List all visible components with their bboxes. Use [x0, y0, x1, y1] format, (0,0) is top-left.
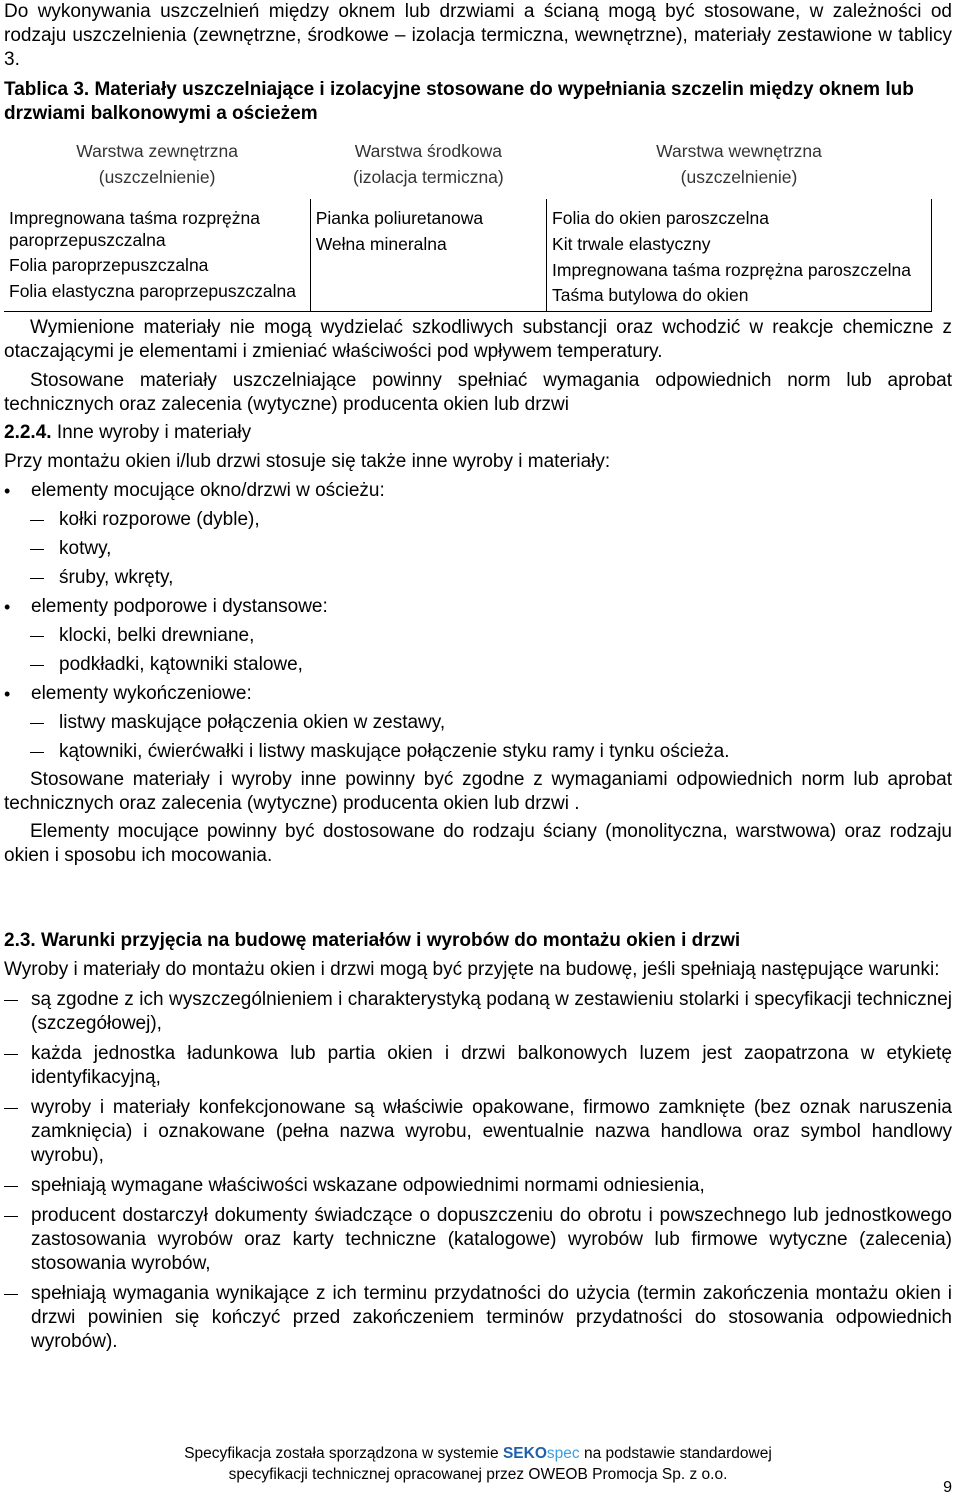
list-item [4, 595, 952, 619]
section-224-lead: Przy montażu okien i/lub drzwi stosuje się także inne wyroby i materiały: [4, 451, 611, 472]
list-item: kołki rozporowe (dyble), [4, 508, 952, 532]
paragraph-standards: Stosowane materiały uszczelniające powinny spełniać wymagania odpowiednich norm lub aprobat technicznych oraz zalecenia (wytyczne) producenta okien lub drzwi [4, 370, 952, 415]
list-item: kotwy, [4, 537, 952, 561]
intro-paragraph: Do wykonywania uszczelnień między oknem lub drzwiami a ścianą mogą być stosowane, w zależności od rodzaju uszczelnienia (zewnętrzne, środkowe – izolacja termiczna, wewnętrzne), materiały zestawione w tablicy 3. [4, 1, 952, 70]
cell-inner-materials [547, 199, 932, 312]
page-number: 9 [943, 1479, 952, 1496]
header-cell-middle [310, 134, 546, 199]
brand-logo-part: SEKO [502, 1445, 547, 1462]
table-cell-text: Taśma butylowa do okien [552, 285, 749, 305]
table-cell-text: Impregnowana taśma rozprężna paroprzepuszczalna [9, 208, 260, 250]
table-cell-text: Folia elastyczna paroprzepuszczalna [9, 281, 296, 301]
other-materials-list [4, 595, 952, 619]
materials-table [4, 134, 932, 312]
section-23-lead: Wyroby i materiały do montażu okien i drzwi mogą być przyjęte na budowę, jeśli spełniają następujące warunki: [4, 959, 940, 980]
list-item: każda jednostka ładunkowa lub partia okien i drzwi balkonowych luzem jest zaopatrzona w etykietę identyfikacyjną, [4, 1042, 952, 1090]
acceptance-conditions-list [4, 988, 952, 1354]
table-cell-text: Folia do okien paroszczelna [552, 208, 769, 228]
footer-text: Specyfikacja została sporządzona w systemie [184, 1445, 503, 1462]
sub-list [4, 624, 952, 677]
list-item: śruby, wkręty, [4, 566, 952, 590]
paragraph-fixings: Elementy mocujące powinny być dostosowane do rodzaju ściany (monolityczna, warstwowa) oraz rodzaju okien i sposobu ich mocowania. [4, 821, 952, 866]
cell-middle-materials [310, 199, 546, 312]
list-item: klocki, belki drewniane, [4, 624, 952, 648]
list-item-label: elementy wykończeniowe: [31, 683, 252, 704]
header-text: (izolacja termiczna) [353, 167, 504, 187]
list-item: spełniają wymagane właściwości wskazane odpowiednimi normami odniesienia, [4, 1174, 952, 1198]
footer-line-2: specyfikacji technicznej opracowanej przez OWEOB Promocja Sp. z o.o. [228, 1466, 728, 1483]
list-item: spełniają wymagania wynikające z ich terminu przydatności do użycia (termin zakończenia montażu okien i drzwi powinien się kończyć przed zakończeniem terminów przydatności do stosowania odpowiednich wyrobów). [4, 1282, 952, 1354]
table-cell-text: Kit trwale elastyczny [552, 234, 711, 254]
list-item: producent dostarczył dokumenty świadczące o dopuszczeniu do obrotu i powszechnego lub jednostkowego zastosowania wyrobów oraz karty techniczne (katalogowe) wyrobów lub firmowe wytyczne (zalecenia) stosowania wyrobów, [4, 1204, 952, 1276]
header-text: Warstwa wewnętrzna [656, 141, 822, 161]
table-cell-text: Impregnowana taśma rozprężna paroszczelna [552, 260, 911, 280]
table-header-row [4, 134, 932, 199]
table-cell-text: Folia paroprzepuszczalna [9, 255, 209, 275]
cell-outer-materials [4, 199, 310, 312]
header-text: Warstwa zewnętrzna [76, 141, 238, 161]
list-item: są zgodne z ich wyszczególnieniem i charakterystyką podaną w zestawieniu stolarki i specyfikacji technicznej (szczegółowej), [4, 988, 952, 1036]
header-text: (uszczelnienie) [98, 167, 216, 187]
header-cell-outer [4, 134, 310, 199]
section-224-heading [4, 421, 952, 445]
header-text: Warstwa środkowa [354, 141, 502, 161]
page-footer [4, 1443, 952, 1485]
table-caption [4, 78, 952, 126]
footer-line-1 [4, 1443, 952, 1464]
header-text: (uszczelnienie) [680, 167, 798, 187]
table-caption-text: Materiały uszczelniające i izolacyjne stosowane do wypełniania szczelin między oknem lub drzwiami balkonowymi a ościeżem [4, 79, 914, 124]
other-materials-list [4, 479, 952, 503]
list-item-label: elementy podporowe i dystansowe: [31, 596, 328, 617]
brand-logo-part: spec [546, 1445, 580, 1462]
list-item: listwy maskujące połączenia okien w zestawy, [4, 711, 952, 735]
list-item [4, 682, 952, 706]
list-item: kątowniki, ćwierćwałki i listwy maskujące połączenie styku ramy i tynku ościeża. [4, 740, 952, 764]
table-cell-text: Pianka poliuretanowa [315, 208, 484, 228]
section-23-heading: 2.3. Warunki przyjęcia na budowę materiałów i wyrobów do montażu okien i drzwi [4, 930, 741, 951]
brand-logo [503, 1445, 580, 1462]
table-label: Tablica 3. [4, 79, 90, 100]
list-item: wyroby i materiały konfekcjonowane są właściwie opakowane, firmowo zamknięte (bez oznak naruszenia zamknięcia) i oznakowane (pełna nazwa wyrobu, ewentualnie nazwa handlowa oraz symbol handlowy wyrobu), [4, 1096, 952, 1168]
header-cell-inner [547, 134, 932, 199]
sub-list [4, 711, 952, 764]
footer-text: na podstawie standardowej [579, 1445, 772, 1462]
table-body-row [4, 199, 932, 312]
sub-list [4, 508, 952, 590]
list-item-label: elementy mocujące okno/drzwi w ościeżu: [31, 480, 385, 501]
section-title: Inne wyroby i materiały [51, 422, 252, 443]
table-cell-text: Wełna mineralna [315, 234, 447, 254]
list-item [4, 479, 952, 503]
paragraph-other-standards: Stosowane materiały i wyroby inne powinny być zgodne z wymaganiami odpowiednich norm lub aprobat technicznych oraz zalecenia (wytyczne) producenta okien lub drzwi . [4, 769, 952, 814]
section-number: 2.2.4. [4, 422, 52, 443]
other-materials-list [4, 682, 952, 706]
paragraph-emissions: Wymienione materiały nie mogą wydzielać szkodliwych substancji oraz wchodzić w reakcje chemiczne z otaczającymi je elementami i zmieniać właściwości pod wpływem temperatury. [4, 317, 952, 362]
document-page [4, 0, 952, 1483]
list-item: podkładki, kątowniki stalowe, [4, 653, 952, 677]
